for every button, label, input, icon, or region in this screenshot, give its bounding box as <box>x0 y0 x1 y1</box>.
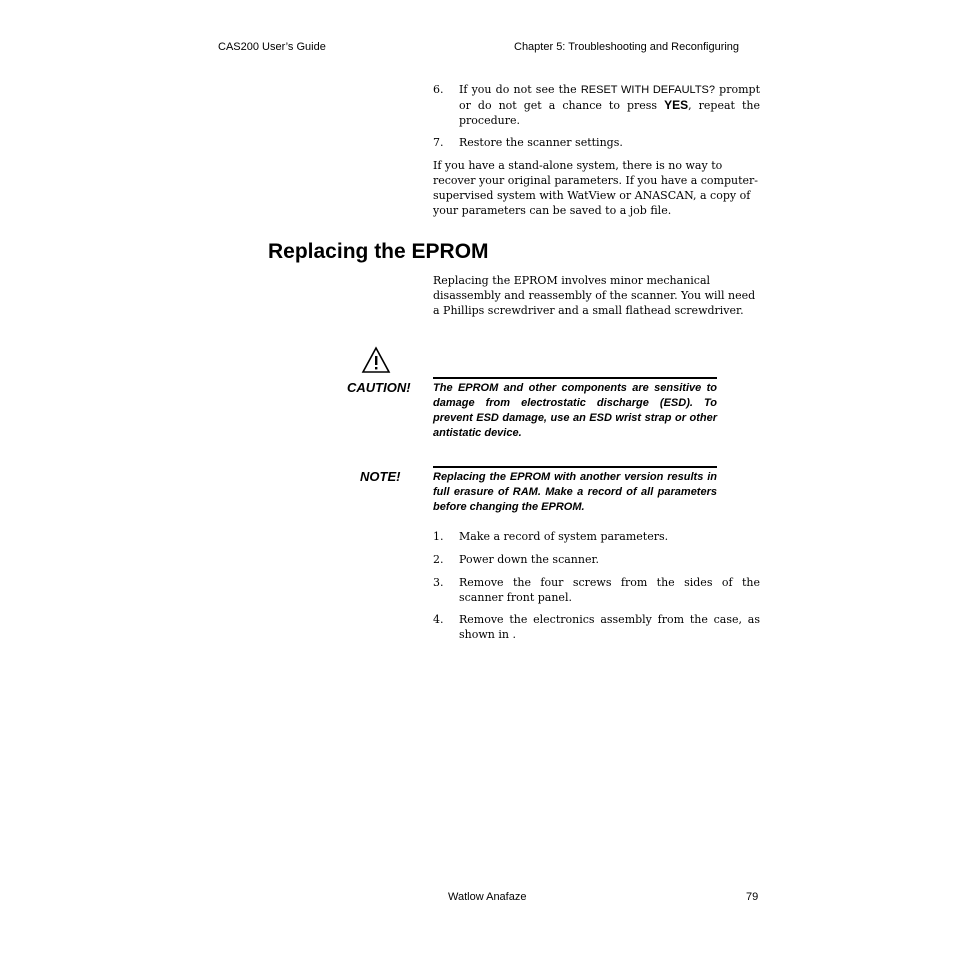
note-rule <box>433 466 717 468</box>
step-text: If you do not see the RESET WITH DEFAULTS? prompt or do not get a chance to press YES, repeat the procedure. <box>459 83 760 127</box>
list-item-step-4 <box>0 612 954 644</box>
step-number: 6. <box>433 83 444 96</box>
key-label-yes: YES <box>664 98 689 112</box>
prompt-text: RESET WITH DEFAULTS? <box>580 84 716 96</box>
step-number: 1. <box>433 530 444 543</box>
section-intro-paragraph: Replacing the EPROM involves minor mechanical disassembly and reassembly of the scanner. You will need a Phillips screwdriver and a small flathead screwdriver. <box>433 274 756 317</box>
step-text: Restore the scanner settings. <box>459 136 623 149</box>
step-number: 7. <box>433 136 444 149</box>
footer-publisher: Watlow Anafaze <box>448 891 527 903</box>
step-number: 2. <box>433 553 444 566</box>
note-label: NOTE! <box>360 469 401 484</box>
note-text: Replacing the EPROM with another version results in full erasure of RAM. Make a record of all parameters before changing the EPROM. <box>433 471 717 513</box>
caution-label: CAUTION! <box>347 380 411 395</box>
list-item-step-7 <box>0 135 954 153</box>
running-header-left: CAS200 User’s Guide <box>218 41 326 53</box>
list-item-step-2 <box>0 552 954 570</box>
caution-rule <box>433 377 717 379</box>
list-item-step-1 <box>0 529 954 547</box>
step-text: Remove the electronics assembly from the case, as shown in . <box>459 613 760 641</box>
step-text: Power down the scanner. <box>459 553 600 566</box>
caution-text: The EPROM and other components are sensitive to damage from electrostatic discharge (ESD). To prevent ESD damage, use an ESD wrist strap or other antistatic device. <box>433 382 717 439</box>
section-heading: Replacing the EPROM <box>268 240 489 263</box>
step-number: 4. <box>433 613 444 626</box>
step-number: 3. <box>433 576 444 589</box>
running-header-right: Chapter 5: Troubleshooting and Reconfiguring <box>514 41 740 53</box>
step-text: Make a record of system parameters. <box>459 530 669 543</box>
list-item-step-3 <box>0 575 954 607</box>
page-number: 79 <box>746 891 759 903</box>
list-item-step-6 <box>0 82 954 132</box>
paragraph-recover-parameters: If you have a stand-alone system, there is no way to recover your original parameters. If you have a computer-supervised system with WatView or ANASCAN, a copy of your parameters can be saved to a job file. <box>433 159 758 217</box>
step-text: Remove the four screws from the sides of the scanner front panel. <box>459 576 760 604</box>
warning-triangle-icon <box>361 346 391 374</box>
